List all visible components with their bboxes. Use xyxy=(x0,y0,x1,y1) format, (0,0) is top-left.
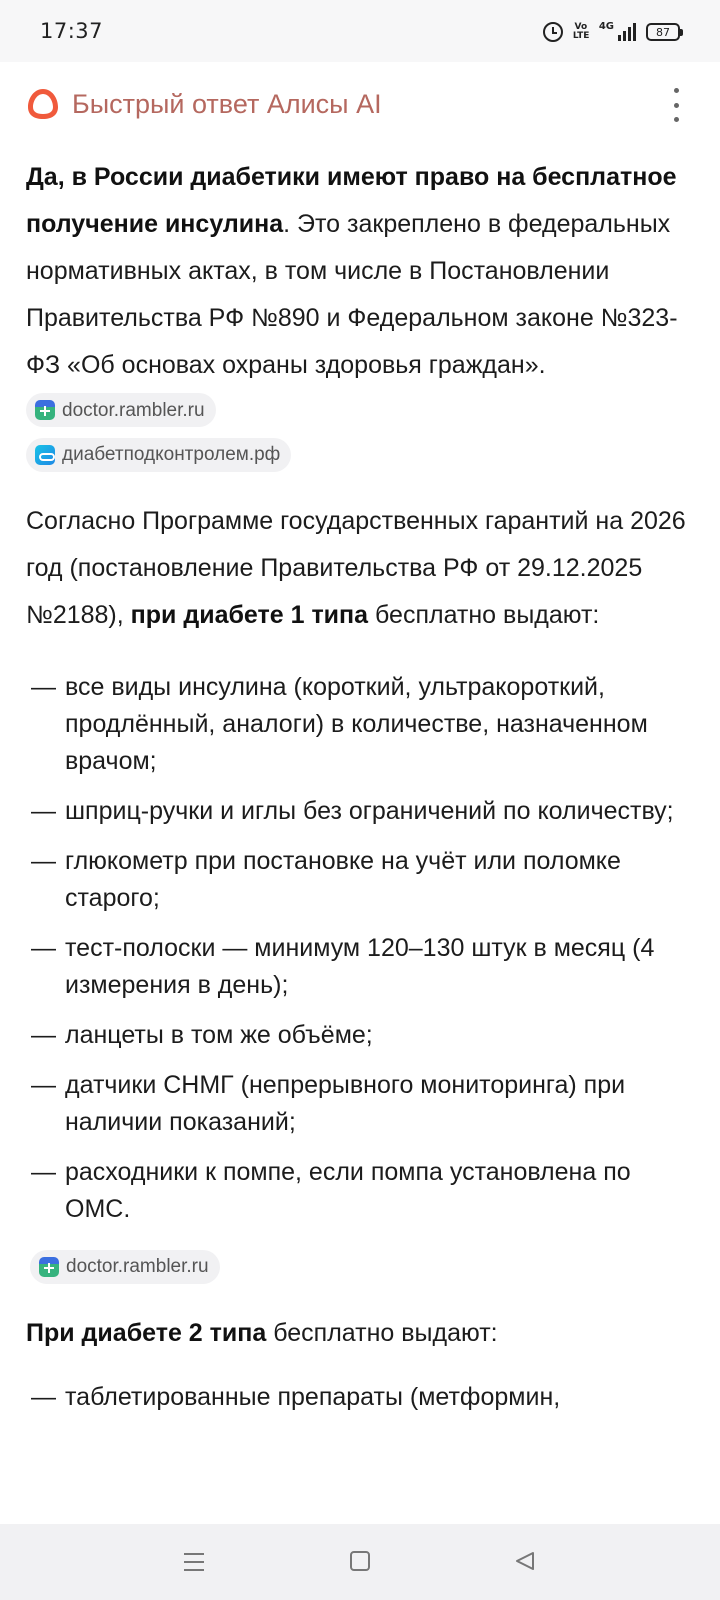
answer-header xyxy=(24,82,382,126)
answer-paragraph-intro xyxy=(26,154,692,436)
answer-content xyxy=(26,154,692,1429)
type1-list xyxy=(26,669,692,1228)
source-chip-diabet[interactable] xyxy=(26,438,291,472)
triangle-back-icon[interactable] xyxy=(514,1550,536,1572)
list-item: — шприц-ручки и иглы без ограничений по количеству; xyxy=(31,797,674,825)
list-item: — тест-полоски — минимум 120–130 штук в месяц (4 измерения в день); xyxy=(31,934,655,999)
status-time: 17:37 xyxy=(40,19,104,43)
alarm-icon xyxy=(543,22,563,42)
square-home-icon[interactable] xyxy=(349,1550,371,1572)
answer-paragraph-type2 xyxy=(26,1310,692,1357)
list-item: — все виды инсулина (короткий, ультракороткий, продлённый, аналоги) в количестве, назначенном врачом; xyxy=(31,673,648,775)
list-item: — расходники к помпе, если помпа установлена по ОМС. xyxy=(31,1158,631,1223)
battery-icon xyxy=(646,23,680,41)
list-item: — таблетированные препараты (метформин, xyxy=(31,1383,561,1411)
signal-icon xyxy=(618,23,636,41)
source-row xyxy=(26,1250,692,1290)
intro-text: . Это закреплено в федеральных нормативных актах, в том числе в Постановлении Правительства РФ №890 и Федеральном законе №323-ФЗ «Об основах охраны здоровья граждан». xyxy=(26,210,678,379)
list-item: — глюкометр при постановке на учёт или поломке старого; xyxy=(31,847,621,912)
list-item: — датчики СНМГ (непрерывного мониторинга) при наличии показаний; xyxy=(31,1071,626,1136)
more-options-button[interactable] xyxy=(666,88,686,122)
alice-logo-icon xyxy=(24,85,62,123)
type2-list xyxy=(26,1379,692,1416)
system-nav-bar xyxy=(0,1524,720,1600)
source-chip-doctor-rambler[interactable] xyxy=(26,393,216,427)
intro-bold-text: Да, в России диабетики имеют право на бесплатное получение инсулина xyxy=(26,163,677,238)
diabet-site-icon xyxy=(35,445,55,465)
p3-bold-text: При диабете 2 типа xyxy=(26,1319,267,1347)
p2-bold-text: при диабете 1 типа xyxy=(130,601,369,629)
status-icons xyxy=(543,20,680,44)
answer-card xyxy=(0,62,720,1524)
source-label: doctor.rambler.ru xyxy=(62,399,205,421)
answer-title: Быстрый ответ Алисы AI xyxy=(72,88,382,119)
status-bar xyxy=(0,0,720,62)
list-item: — ланцеты в том же объёме; xyxy=(31,1021,373,1049)
p2-rest-text: бесплатно выдают: xyxy=(368,601,600,629)
network-type-label: 4G xyxy=(598,20,614,32)
p3-rest-text: бесплатно выдают: xyxy=(266,1319,498,1347)
source-chip-doctor-rambler-2[interactable] xyxy=(30,1250,220,1284)
rambler-doctor-icon xyxy=(35,400,55,420)
menu-lines-icon[interactable] xyxy=(182,1550,206,1574)
answer-paragraph-type1 xyxy=(26,498,692,639)
rambler-doctor-icon xyxy=(39,1257,59,1277)
battery-level: 87 xyxy=(656,25,670,39)
source-label: doctor.rambler.ru xyxy=(66,1256,209,1277)
volte-icon: Vo LTE xyxy=(572,22,590,41)
source-label: диабетподконтролем.рф xyxy=(62,444,281,465)
source-row xyxy=(26,438,692,478)
p2-text: Согласно Программе государственных гарантий на 2026 год (постановление Правительства РФ от 29.12.2025 №2188), xyxy=(26,507,686,629)
